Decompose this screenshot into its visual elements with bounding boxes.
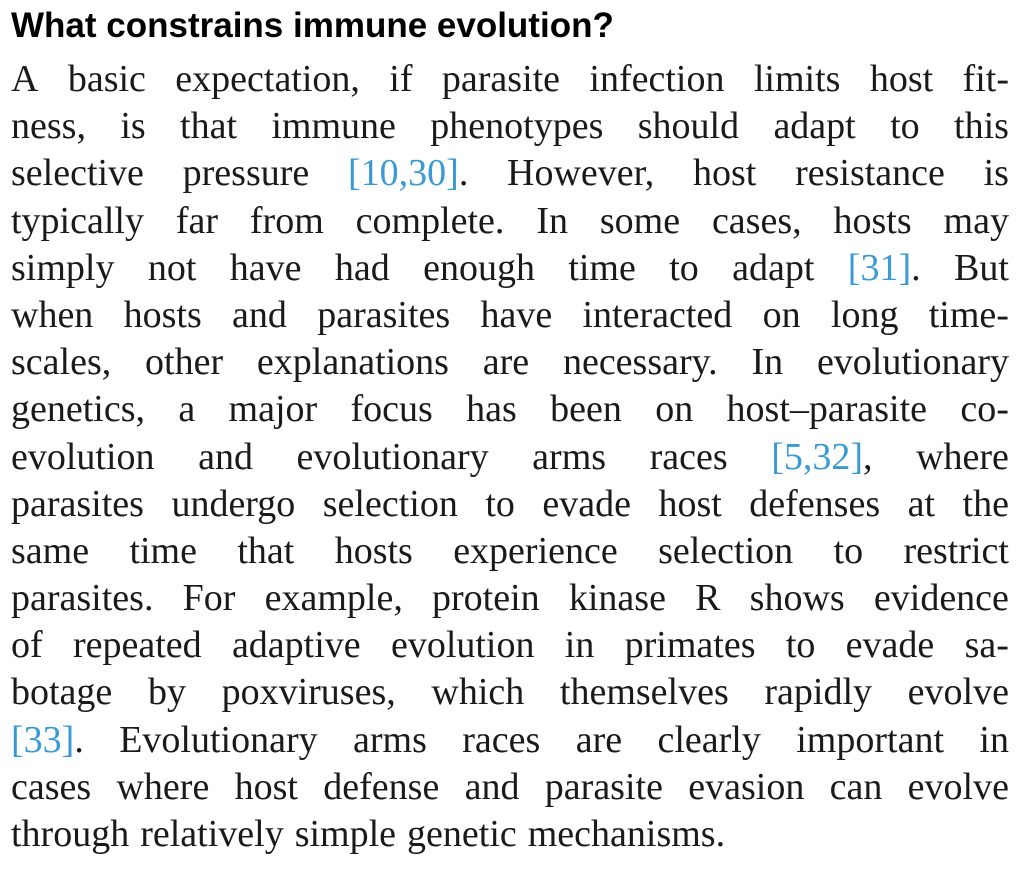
word: some [599,199,681,242]
word: time- [928,293,1009,336]
word: is [120,105,146,148]
word: has [466,388,517,431]
word: enough [423,246,535,289]
word: by [147,671,186,714]
word: host [693,152,757,195]
text-line-words [11,717,1009,764]
text-line-words [11,575,1009,622]
word: hosts [123,293,202,336]
word: races [649,435,728,478]
word: where [116,765,210,808]
text-line-words [11,103,1009,150]
word: restrict [903,529,1009,572]
word: poxviruses, [221,671,396,714]
word: In [751,341,784,384]
word: of [11,624,43,667]
word: evade [845,624,935,667]
text-line [11,103,1009,150]
word: botage [11,671,113,714]
word: can [829,765,883,808]
text-line [11,481,1009,528]
word: limits [753,58,841,100]
text-line [11,292,1009,339]
text-line [11,339,1009,386]
text-line-words [11,434,1009,481]
article-section [11,6,1009,858]
word: sa- [964,624,1009,667]
word: parasites [11,482,144,525]
word: mechanisms. [527,813,726,855]
word: through [11,813,130,855]
citation-group [771,434,872,481]
word: long [830,293,899,336]
text-line [11,198,1009,245]
text-line [11,717,1009,764]
word: host [869,58,934,100]
word: when [11,293,94,336]
word: shows [749,577,845,620]
word: important [796,718,945,761]
word: scales, [11,341,112,384]
word: Evolutionary [119,718,318,761]
word: that [237,529,295,572]
word: from [249,199,324,242]
word: fit- [962,58,1009,100]
word: adapt [773,105,856,148]
text-line [11,528,1009,575]
text-line [11,150,1009,197]
word: host [658,482,722,525]
word: genetic [407,813,517,855]
word: evolve [907,765,1009,808]
word: interacted [582,293,733,336]
word: far [175,199,219,242]
word: basic [67,58,146,100]
word: undergo [171,482,296,525]
word: in [564,624,595,667]
word: But [953,246,1009,289]
word: been [550,388,622,431]
word: are [575,718,623,761]
word: have [229,246,302,289]
text-line-words [11,198,1009,245]
word: example, [264,577,403,620]
citation-link[interactable]: [31] [847,246,912,289]
word: evolutionary [296,435,489,478]
word: which [431,671,525,714]
citation-link[interactable]: [10,30] [348,152,459,195]
word: pressure [182,152,310,195]
text-line-words [11,811,1009,858]
punctuation: . [74,718,84,761]
word: In [536,199,568,242]
text-line [11,811,1009,858]
word: themselves [559,671,729,714]
word: parasite [544,765,663,808]
word: genetics, [11,388,146,431]
word: may [943,199,1009,242]
word: to [669,246,699,289]
text-line-words [11,292,1009,339]
word: parasites [317,293,451,336]
word: where [916,435,1009,478]
word: evasion [688,765,805,808]
word: experience [453,529,618,572]
word: on [655,388,694,431]
word: infection [589,58,725,100]
word: selection [658,529,794,572]
word: kinase [568,577,666,620]
word: immune [271,105,396,148]
word: necessary. [562,341,718,384]
text-line-words [11,528,1009,575]
text-line [11,575,1009,622]
word: adapt [732,246,815,289]
text-line [11,434,1009,481]
word: a [178,388,196,431]
word: co- [960,388,1009,431]
word: explanations [256,341,449,384]
word: parasite [441,58,561,100]
word: rapidly [764,671,873,714]
text-line [11,669,1009,716]
citation-group [848,245,921,292]
word: cases [11,765,92,808]
word: relatively [140,813,284,855]
word: had [334,246,390,289]
citation-link[interactable]: [5,32] [771,435,864,478]
punctuation: . [911,246,921,289]
word: are [482,341,530,384]
word: defenses [749,482,881,525]
word: host–parasite [726,388,928,431]
word: this [954,105,1009,148]
word: host [234,765,298,808]
word: selection [322,482,458,525]
word: focus [350,388,433,431]
word: evolution [390,624,535,667]
section-heading: What constrains immune evolution? [11,6,614,45]
text-line-words [11,669,1009,716]
word: if [389,58,413,100]
word: time [568,246,636,289]
word: repeated [72,624,202,667]
text-line [11,622,1009,669]
word: evidence [873,577,1009,620]
word: evolutionary [816,341,1009,384]
word: clearly [657,718,761,761]
word: to [785,624,816,667]
word: evolve [907,671,1009,714]
word: to [890,105,920,148]
text-line-words [11,764,1009,811]
body-paragraph [11,56,1009,858]
word: should [637,105,740,148]
word: in [979,718,1009,761]
word: defense [323,765,440,808]
word: adaptive [231,624,361,667]
text-line-words [11,481,1009,528]
text-line-words [11,56,1009,103]
word: not [147,246,197,289]
text-line-words [11,150,1009,197]
word: on [762,293,801,336]
word: major [228,388,318,431]
word: evolution [11,435,155,478]
word: A [11,58,39,100]
word: ness, [11,105,86,148]
word: to [833,529,864,572]
word: expectation, [175,58,360,100]
word: simple [294,813,397,855]
word: that [180,105,238,148]
word: arms [353,718,427,761]
word: races [462,718,541,761]
word: at [907,482,936,525]
text-line-words [11,622,1009,669]
text-line-words [11,245,1009,292]
word: and [464,765,520,808]
word: and [198,435,253,478]
text-line-words [11,386,1009,433]
text-line-words [11,339,1009,386]
word: resistance [795,152,945,195]
text-line [11,56,1009,103]
word: complete. [355,199,505,242]
text-line [11,764,1009,811]
word: cases, [711,199,802,242]
word: is [983,152,1009,195]
word: R [695,577,721,620]
punctuation: , [863,435,873,478]
word: have [480,293,553,336]
word: and [232,293,287,336]
word: time [129,529,197,572]
word: phenotypes [430,105,604,148]
word: to [485,482,515,525]
word: primates [624,624,756,667]
word: other [145,341,224,384]
citation-link[interactable]: [33] [11,718,75,761]
word: For [182,577,236,620]
word: arms [532,435,607,478]
text-line [11,386,1009,433]
word: parasites. [11,577,154,620]
punctuation: . [458,152,469,195]
citation-group [11,717,84,764]
word: selective [11,152,144,195]
word: hosts [833,199,912,242]
word: However, [507,152,655,195]
word: evade [542,482,631,525]
word: typically [11,199,144,242]
citation-group [348,150,468,197]
word: the [962,482,1009,525]
word: simply [11,246,115,289]
word: hosts [334,529,413,572]
text-line [11,245,1009,292]
word: protein [432,577,540,620]
word: same [11,529,90,572]
